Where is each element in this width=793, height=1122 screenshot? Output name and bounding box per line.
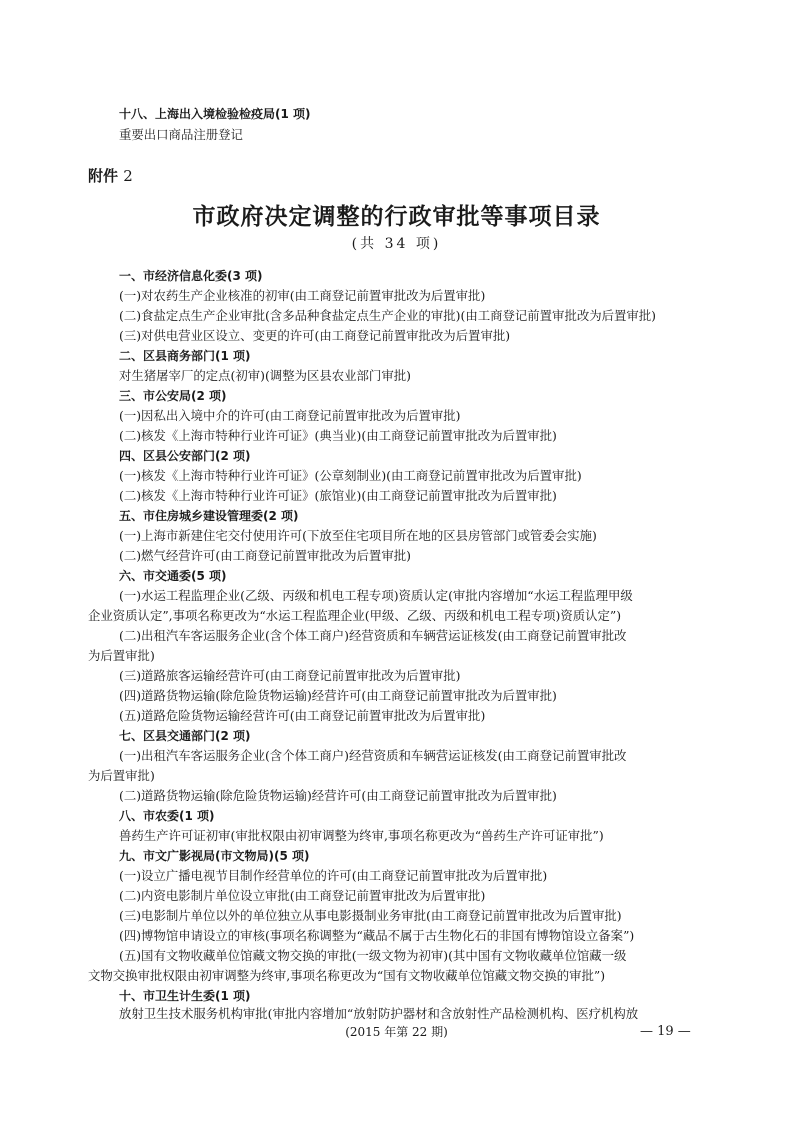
section-heading: 十、市卫生计生委(1 项) xyxy=(119,989,251,1003)
list-item: (一)水运工程监理企业(乙级、丙级和机电工程专项)资质认定(审批内容增加“水运工程监理甲级 xyxy=(119,588,633,603)
list-item: (二)内资电影制片单位设立审批(由工商登记前置审批改为后置审批) xyxy=(119,888,486,903)
annex-label xyxy=(88,166,133,186)
annex-word: 附件 xyxy=(88,167,119,185)
list-item: (二)核发《上海市特种行业许可证》(旅馆业)(由工商登记前置审批改为后置审批) xyxy=(119,488,557,503)
list-item: (二)食盐定点生产企业审批(含多品种食盐定点生产企业的审批)(由工商登记前置审批改为后置审批) xyxy=(119,308,657,323)
section-heading: 四、区县公安部门(2 项) xyxy=(119,449,251,463)
list-item: (二)核发《上海市特种行业许可证》(典当业)(由工商登记前置审批改为后置审批) xyxy=(119,428,557,443)
list-item: 放射卫生技术服务机构审批(审批内容增加“放射防护器材和含放射性产品检测机构、医疗机构放 xyxy=(119,1006,639,1021)
page-title: 市政府决定调整的行政审批等事项目录 xyxy=(192,203,601,230)
list-item: (三)对供电营业区设立、变更的许可(由工商登记前置审批改为后置审批) xyxy=(119,328,511,343)
list-item: (二)出租汽车客运服务企业(含个体工商户)经营资质和车辆营运证核发(由工商登记前置审批改 xyxy=(119,628,627,643)
list-item-continuation: 企业资质认定”,事项名称更改为“水运工程监理企业(甲级、乙级、丙级和机电工程专项)资质认定”) xyxy=(88,608,622,623)
list-item: (四)道路货物运输(除危险货物运输)经营许可(由工商登记前置审批改为后置审批) xyxy=(119,688,557,703)
section-heading: 七、区县交通部门(2 项) xyxy=(119,729,251,743)
section-heading: 六、市交通委(5 项) xyxy=(119,569,227,583)
section-heading: 九、市文广影视局(市文物局)(5 项) xyxy=(119,849,310,863)
list-item: (二)道路货物运输(除危险货物运输)经营许可(由工商登记前置审批改为后置审批) xyxy=(119,788,557,803)
list-item: (一)上海市新建住宅交付使用许可(下放至住宅项目所在地的区县房管部门或管委会实施) xyxy=(119,528,597,543)
list-item: (三)电影制片单位以外的单位独立从事电影摄制业务审批(由工商登记前置审批改为后置审批) xyxy=(119,908,622,923)
issue-footer: (2015 年第 22 期) xyxy=(345,1025,448,1039)
list-item-continuation: 为后置审批) xyxy=(88,648,155,663)
list-item-continuation: 文物交换审批权限由初审调整为终审,事项名称更改为“国有文物收藏单位馆藏文物交换的审批”) xyxy=(88,968,606,983)
list-item: 兽药生产许可证初审(审批权限由初审调整为终审,事项名称更改为“兽药生产许可证审批”) xyxy=(119,828,604,843)
section-heading: 二、区县商务部门(1 项) xyxy=(119,349,251,363)
list-item: 重要出口商品注册登记 xyxy=(119,127,243,142)
page-number: — 19 — xyxy=(640,1024,691,1039)
annex-number: 2 xyxy=(123,167,133,185)
list-item: (一)出租汽车客运服务企业(含个体工商户)经营资质和车辆营运证核发(由工商登记前置审批改 xyxy=(119,748,627,763)
list-item: (五)道路危险货物运输经营许可(由工商登记前置审批改为后置审批) xyxy=(119,708,486,723)
list-item: (二)燃气经营许可(由工商登记前置审批改为后置审批) xyxy=(119,548,411,563)
list-item: (四)博物馆申请设立的审核(事项名称调整为“藏品不属于古生物化石的非国有博物馆设立备案”) xyxy=(119,928,635,943)
page-subtitle: (共 34 项) xyxy=(351,236,442,252)
list-item: (一)设立广播电视节目制作经营单位的许可(由工商登记前置审批改为后置审批) xyxy=(119,868,548,883)
list-item: 对生猪屠宰厂的定点(初审)(调整为区县农业部门审批) xyxy=(119,368,411,383)
section-heading: 八、市农委(1 项) xyxy=(119,809,215,823)
list-item: (一)对农药生产企业核准的初审(由工商登记前置审批改为后置审批) xyxy=(119,288,486,303)
list-item: (一)因私出入境中介的许可(由工商登记前置审批改为后置审批) xyxy=(119,408,461,423)
section-heading: 五、市住房城乡建设管理委(2 项) xyxy=(119,509,299,523)
section-heading: 三、市公安局(2 项) xyxy=(119,389,227,403)
list-item: (五)国有文物收藏单位馆藏文物交换的审批(一级文物为初审)(其中国有文物收藏单位馆藏一级 xyxy=(119,948,627,963)
section-heading: 十八、上海出入境检验检疫局(1 项) xyxy=(119,107,311,121)
section-heading: 一、市经济信息化委(3 项) xyxy=(119,269,263,283)
list-item: (三)道路旅客运输经营许可(由工商登记前置审批改为后置审批) xyxy=(119,668,461,683)
list-item: (一)核发《上海市特种行业许可证》(公章刻制业)(由工商登记前置审批改为后置审批) xyxy=(119,468,582,483)
list-item-continuation: 为后置审批) xyxy=(88,768,155,783)
